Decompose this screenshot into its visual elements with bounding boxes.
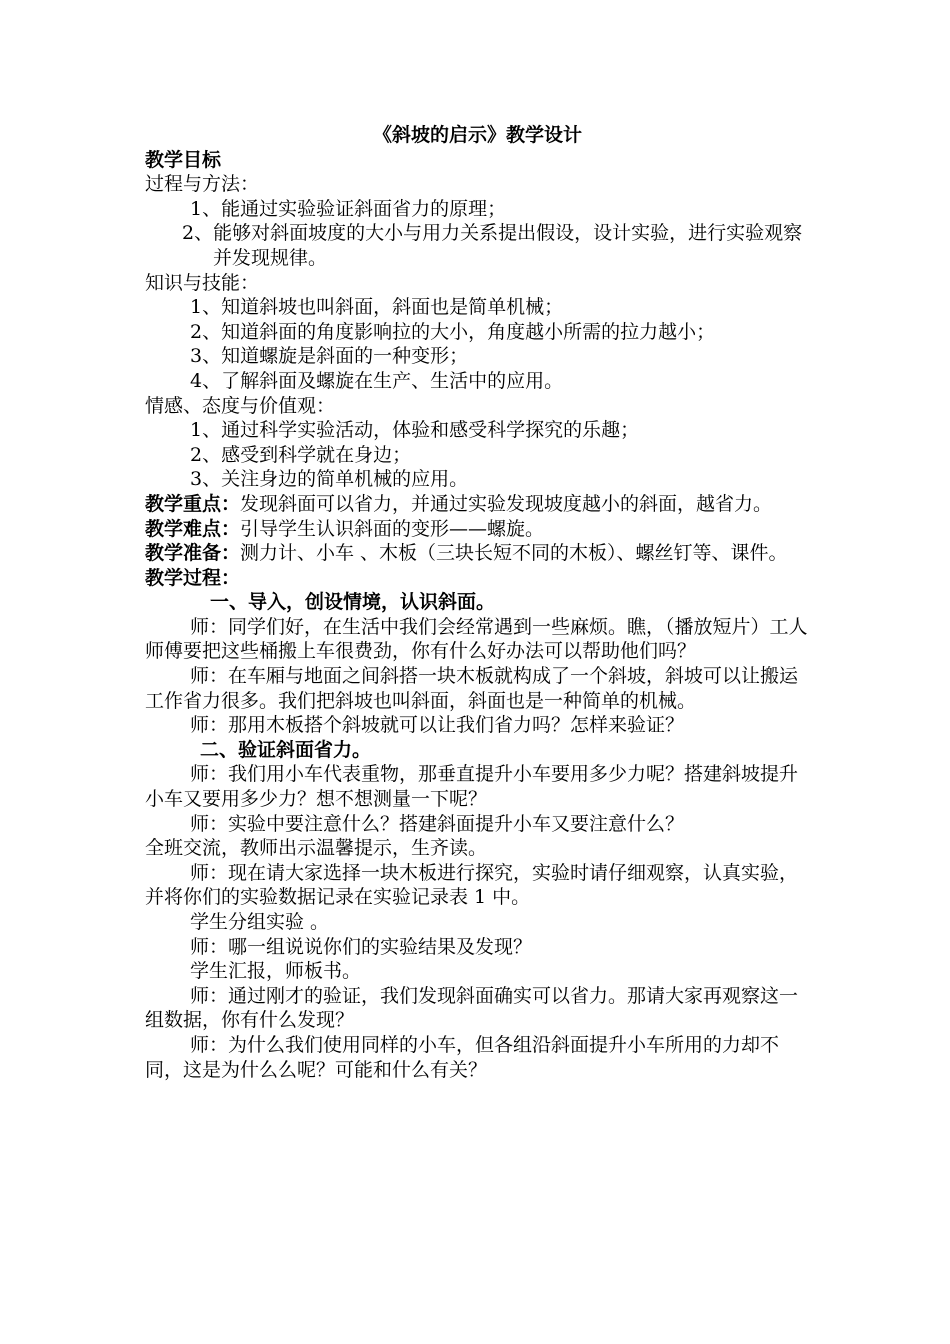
paragraph: 师：同学们好，在生活中我们会经常遇到一些麻烦。瞧，（播放短片）工人师傅要把这些桶搬上车很费劲，你有什么好办法可以帮助他们吗？ [145,615,808,663]
knowledge-item: 3、知道螺旋是斜面的一种变形； [190,345,469,368]
paragraph: 师：哪一组说说你们的实验结果及发现？ [190,935,533,958]
knowledge-item: 1、知道斜坡也叫斜面，斜面也是简单机械； [190,296,564,319]
paragraph: 师：在车厢与地面之间斜搭一块木板就构成了一个斜坡，斜坡可以让搬运工作省力很多。我们把斜坡也叫斜面，斜面也是一种简单的机械。 [145,665,799,712]
section-1-heading: 一、导入，创设情境，认识斜面。 [210,591,496,614]
paragraph: 师：为什么我们使用同样的小车，但各组沿斜面提升小车所用的力却不同，这是为什么么呢？可能和什么有关？ [145,1033,780,1081]
paragraph: 学生分组实验 。 [190,911,330,933]
document-title: 《斜坡的启示》教学设计 [372,124,582,146]
preparation [145,541,810,566]
emotion-item: 3、关注身边的简单机械的应用。 [190,468,469,491]
knowledge-item: 4、了解斜面及螺旋在生产、生活中的应用。 [190,369,564,392]
paragraph: 师：通过刚才的验证，我们发现斜面确实可以省力。那请大家再观察这一组数据，你有什么发现？ [145,984,799,1032]
paragraph: 全班交流，教师出示温馨提示，生齐读。 [145,837,488,860]
teaching-process-heading: 教学过程： [145,566,241,589]
paragraph: 师：现在请大家选择一块木板进行探究，实验时请仔细观察，认真实验，并将你们的实验数据记录在实验记录表 1 中。 [145,861,799,909]
emotion-item: 1、通过科学实验活动，体验和感受科学探究的乐趣； [190,419,640,442]
emotion-item: 2、感受到科学就在身边； [190,443,412,466]
knowledge-item: 2、知道斜面的角度影响拉的大小，角度越小所需的拉力越小； [190,320,716,343]
emotion-heading: 情感、态度与价值观： [145,394,336,417]
paragraph: 师：那用木板搭个斜坡就可以让我们省力吗？怎样来验证？ [190,714,685,737]
paragraph: 师：实验中要注意什么？搭建斜面提升小车又要注意什么？ [190,812,685,835]
section-2-heading: 二、验证斜面省力。 [200,738,372,761]
process-method-heading: 过程与方法： [145,173,260,196]
key-point-label: 教学重点： [145,492,241,515]
paragraph: 学生汇报，师板书。 [190,960,362,983]
process-method-item: 2、能够对斜面坡度的大小与用力关系提出假设，设计实验，进行实验观察并发现规律。 [182,222,803,269]
knowledge-heading: 知识与技能： [145,271,260,294]
document-body [145,123,810,1082]
difficulty-text: 引导学生认识斜面的变形——螺旋。 [240,517,545,540]
paragraph: 师：我们用小车代表重物，那垂直提升小车要用多少力呢？搭建斜坡提升小车又要用多少力？想不想测量一下呢？ [145,763,799,811]
teaching-goals-heading: 教学目标 [145,148,222,171]
difficulty [145,517,810,542]
process-method-item: 1、能通过实验验证斜面省力的原理； [190,197,507,220]
key-point-text: 发现斜面可以省力，并通过实验发现坡度越小的斜面，越省力。 [240,492,773,515]
preparation-text: 测力计、小车 、木板（三块长短不同的木板）、螺丝钉等、课件。 [240,542,788,565]
preparation-label: 教学准备： [145,542,241,565]
difficulty-label: 教学难点： [145,517,241,540]
key-point [145,492,810,517]
